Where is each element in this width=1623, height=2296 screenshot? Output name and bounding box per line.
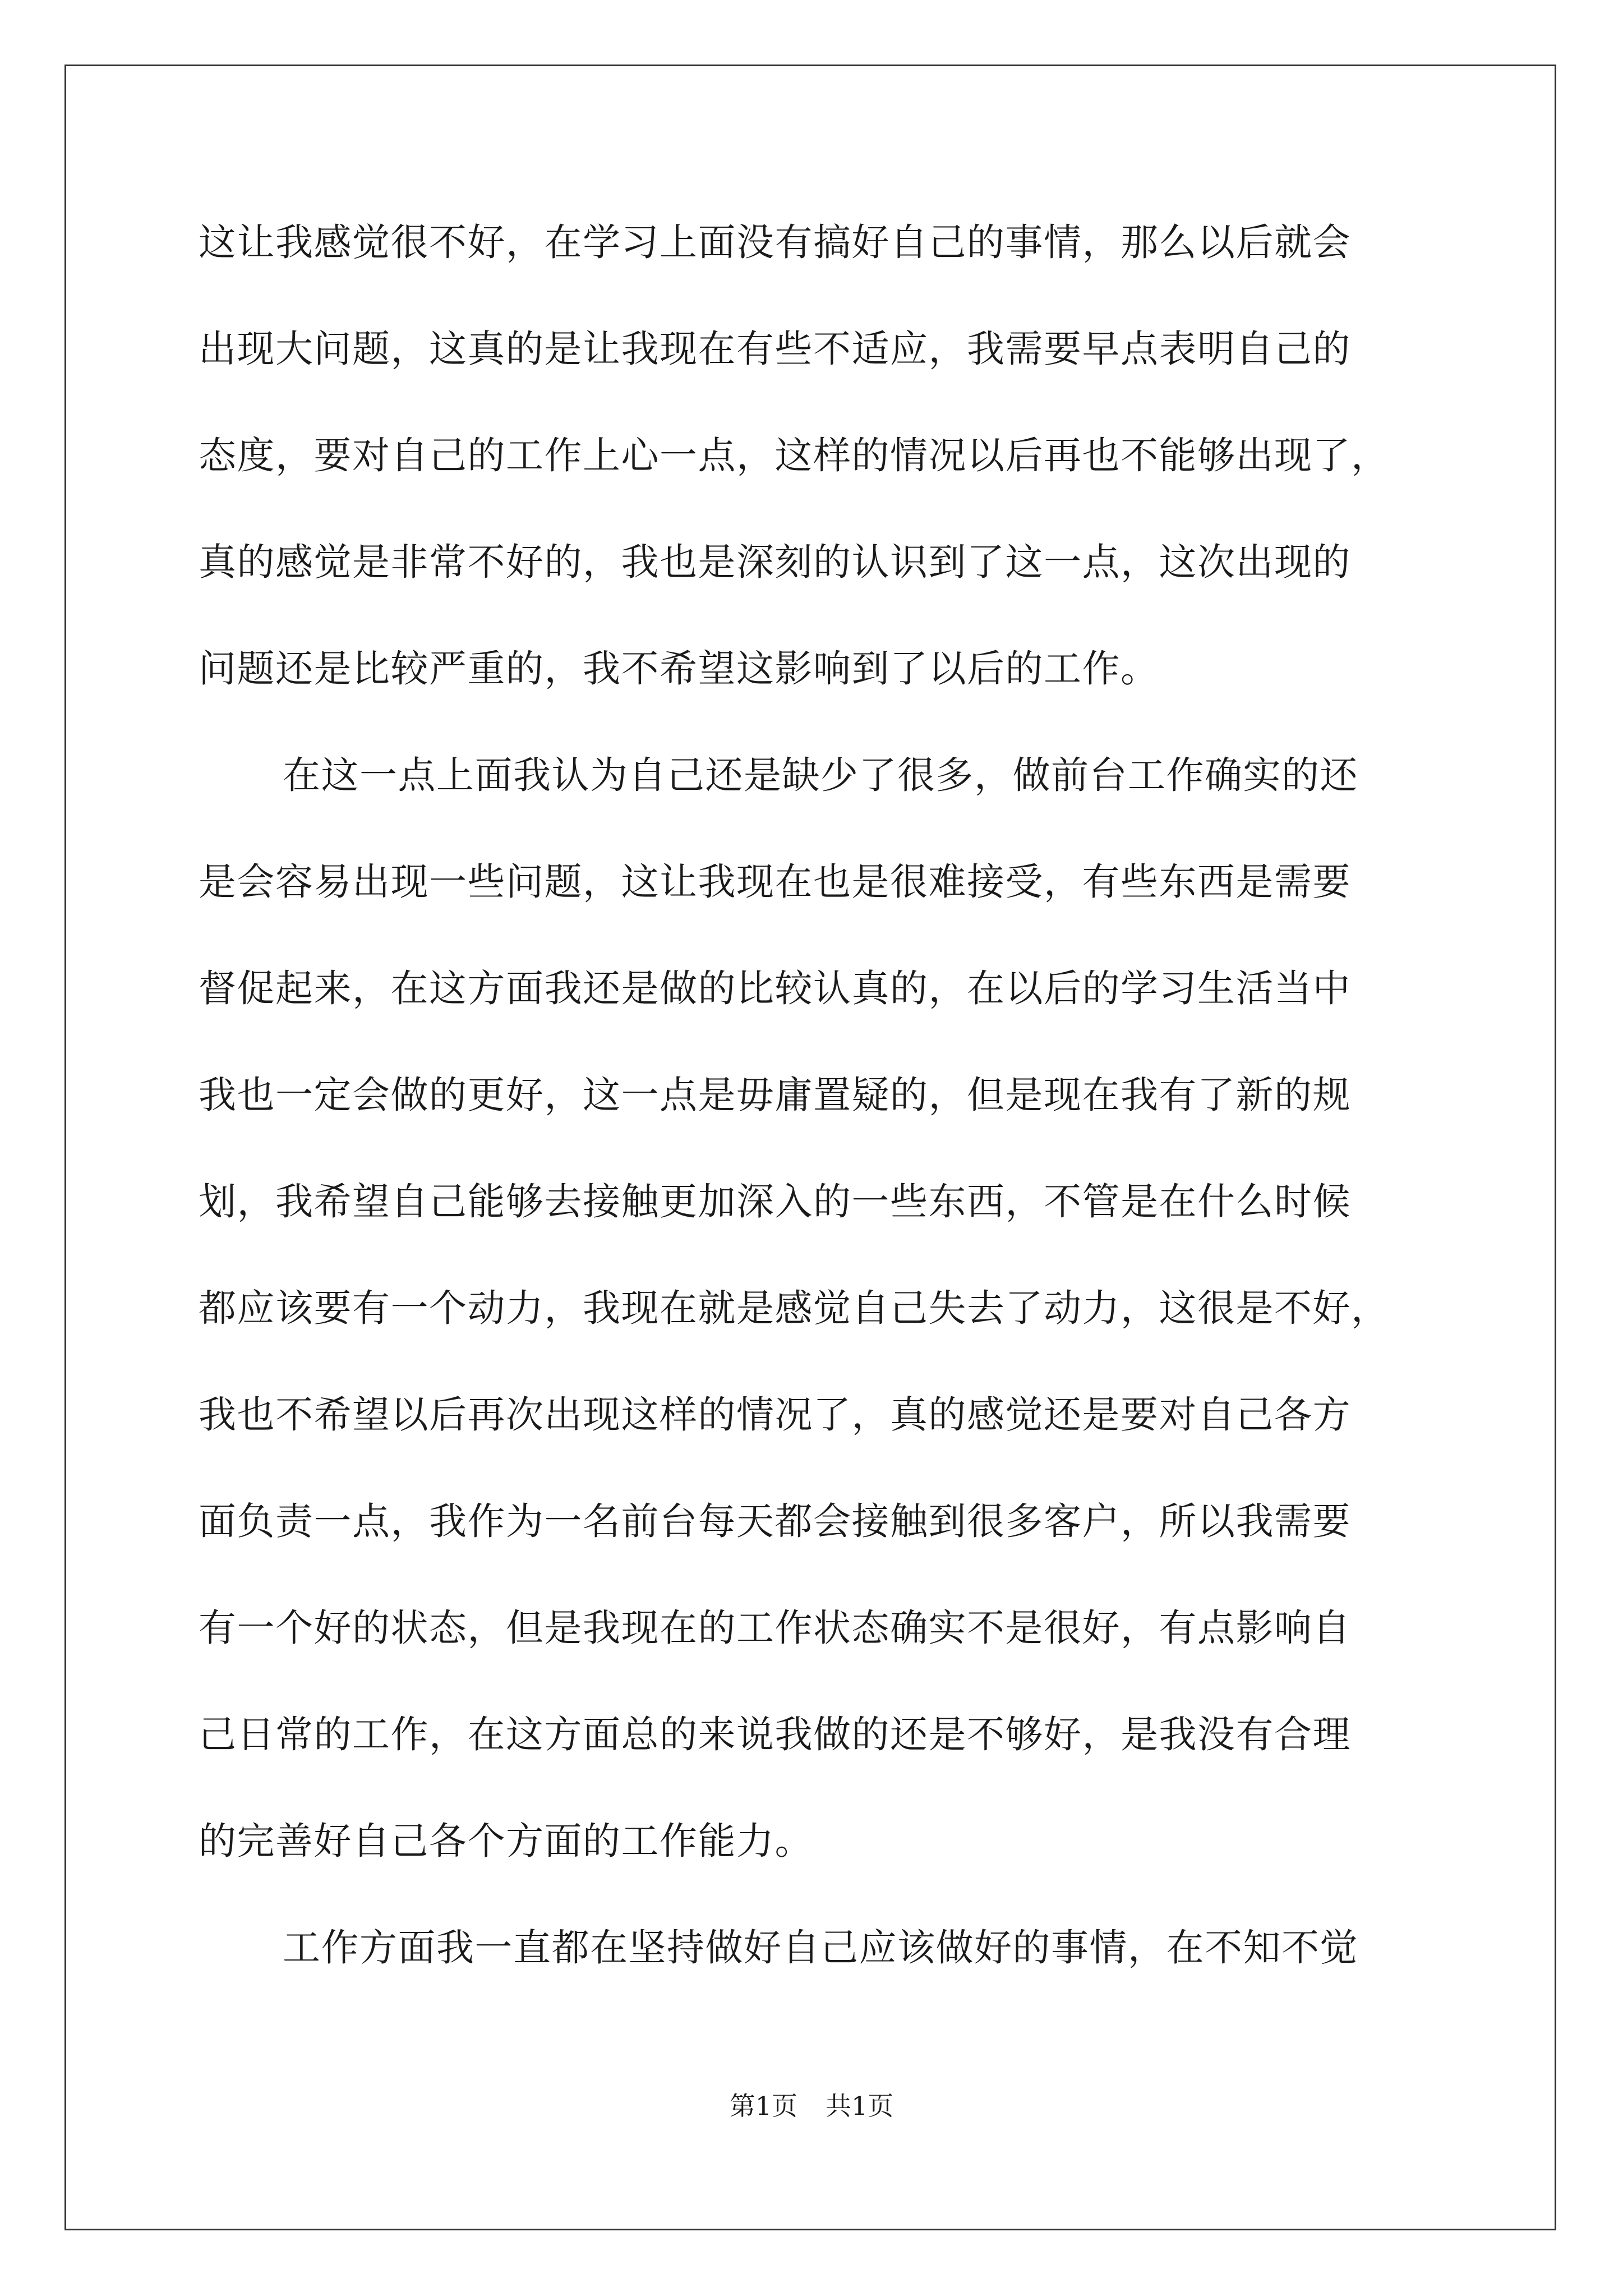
text-line: 出现大问题，这真的是让我现在有些不适应，我需要早点表明自己的	[199, 327, 1351, 371]
text-line: 我也一定会做的更好，这一点是毋庸置疑的，但是现在我有了新的规	[199, 1073, 1351, 1117]
text-line: 我也不希望以后再次出现这样的情况了，真的感觉还是要对自己各方	[199, 1393, 1351, 1437]
text-line: 划，我希望自己能够去接触更加深入的一些东西，不管是在什么时候	[199, 1180, 1351, 1223]
text-line: 的完善好自己各个方面的工作能力。	[199, 1819, 813, 1863]
text-line: 问题还是比较严重的，我不希望这影响到了以后的工作。	[199, 647, 1159, 691]
text-line: 有一个好的状态，但是我现在的工作状态确实不是很好，有点影响自	[199, 1606, 1351, 1650]
text-line: 督促起来，在这方面我还是做的比较认真的，在以后的学习生活当中	[199, 967, 1351, 1010]
page-number-current: 第1页	[729, 2091, 797, 2121]
text-line: 这让我感觉很不好，在学习上面没有搞好自己的事情，那么以后就会	[199, 220, 1351, 264]
paragraph-first-line: 工作方面我一直都在坚持做好自己应该做好的事情，在不知不觉	[283, 1926, 1358, 1970]
text-line: 是会容易出现一些问题，这让我现在也是很难接受，有些东西是需要	[199, 860, 1351, 904]
page-border	[64, 65, 1556, 2230]
page-number-total: 共1页	[826, 2091, 894, 2121]
page-footer	[0, 2089, 1623, 2123]
text-line: 都应该要有一个动力，我现在就是感觉自己失去了动力，这很是不好，	[199, 1286, 1390, 1330]
text-line: 态度，要对自己的工作上心一点，这样的情况以后再也不能够出现了，	[199, 434, 1390, 477]
text-line: 己日常的工作，在这方面总的来说我做的还是不够好，是我没有合理	[199, 1713, 1351, 1756]
paragraph-first-line: 在这一点上面我认为自己还是缺少了很多，做前台工作确实的还	[283, 753, 1358, 797]
text-line: 真的感觉是非常不好的，我也是深刻的认识到了这一点，这次出现的	[199, 540, 1351, 584]
text-line: 面负责一点，我作为一名前台每天都会接触到很多客户，所以我需要	[199, 1499, 1351, 1543]
